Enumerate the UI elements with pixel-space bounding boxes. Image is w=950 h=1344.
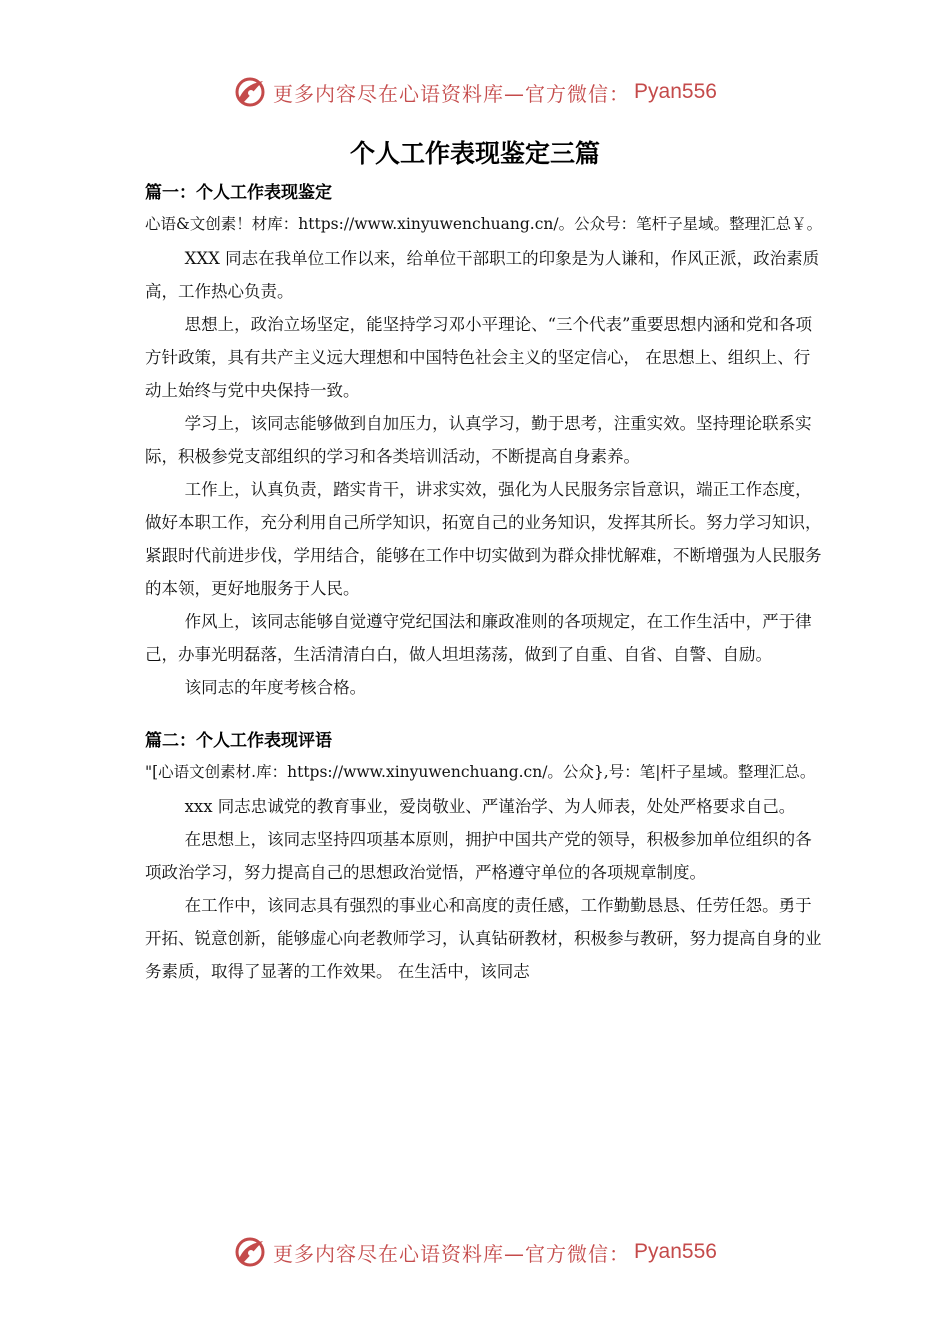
banner-wechat-id: Pyan556	[634, 80, 717, 103]
paragraph: 思想上，政治立场坚定，能坚持学习邓小平理论、“三个代表”重要思想内涵和党和各项方针政策，具有共产主义远大理想和中国特色社会主义的坚定信心， 在思想上、组织上、行动上始终与党中央保持一致。	[145, 315, 812, 400]
document-body	[145, 178, 825, 988]
paragraph: 该同志的年度考核合格。	[184, 678, 367, 697]
ink-brush-logo-icon	[233, 75, 267, 109]
paragraph: 学习上，该同志能够做到自加压力，认真学习，勤于思考，注重实效。坚持理论联系实际，积极参党支部组织的学习和各类培训活动，不断提高自身素养。	[145, 414, 812, 466]
banner-text: 更多内容尽在心语资料库—官方微信：	[273, 81, 631, 106]
section2-heading: 篇二：个人工作表现评语	[145, 731, 332, 751]
section1-heading: 篇一：个人工作表现鉴定	[145, 183, 332, 203]
banner-wechat-id: Pyan556	[634, 1240, 717, 1263]
paragraph: XXX 同志在我单位工作以来，给单位干部职工的印象是为人谦和，作风正派，政治素质高，工作热心负责。	[145, 249, 820, 301]
section2-source-note: "[心语文创素材.库：https://www.xinyuwenchuang.cn/。公众},号：笔|杆子星域。整理汇总。	[145, 763, 816, 781]
paragraph: xxx 同志忠诚党的教育事业，爱岗敬业、严谨治学、为人师表，处处严格要求自己。	[184, 797, 796, 816]
page-title: 个人工作表现鉴定三篇	[349, 139, 600, 168]
section1-source-note: 心语&文创素！材库：https://www.xinyuwenchuang.cn/。公众号：笔杆子星域。整理汇总￥。	[145, 215, 823, 233]
section-spacer	[145, 704, 825, 726]
paragraph: 在工作中，该同志具有强烈的事业心和高度的责任感，工作勤勤恳恳、任劳任怨。勇于开拓、锐意创新，能够虚心向老教师学习，认真钻研教材，积极参与教研，努力提高自身的业务素质，取得了显著的工作效果。 在生活中，该同志	[145, 896, 822, 981]
ink-brush-logo-icon	[233, 1235, 267, 1269]
paragraph: 工作上，认真负责，踏实肯干，讲求实效，强化为人民服务宗旨意识，端正工作态度，做好本职工作，充分利用自己所学知识，拓宽自己的业务知识，发挥其所长。努力学习知识，紧跟时代前进步伐，学用结合，能够在工作中切实做到为群众排忧解难，不断增强为人民服务的本领，更好地服务于人民。	[145, 480, 822, 598]
paragraph: 在思想上，该同志坚持四项基本原则，拥护中国共产党的领导，积极参加单位组织的各项政治学习，努力提高自己的思想政治觉悟，严格遵守单位的各项规章制度。	[145, 830, 812, 882]
paragraph: 作风上，该同志能够自觉遵守党纪国法和廉政准则的各项规定，在工作生活中，严于律己，办事光明磊落，生活清清白白，做人坦坦荡荡，做到了自重、自省、自警、自励。	[145, 612, 812, 664]
banner-text: 更多内容尽在心语资料库—官方微信：	[273, 1241, 631, 1266]
footer-banner	[0, 1232, 950, 1272]
header-banner	[0, 72, 950, 112]
